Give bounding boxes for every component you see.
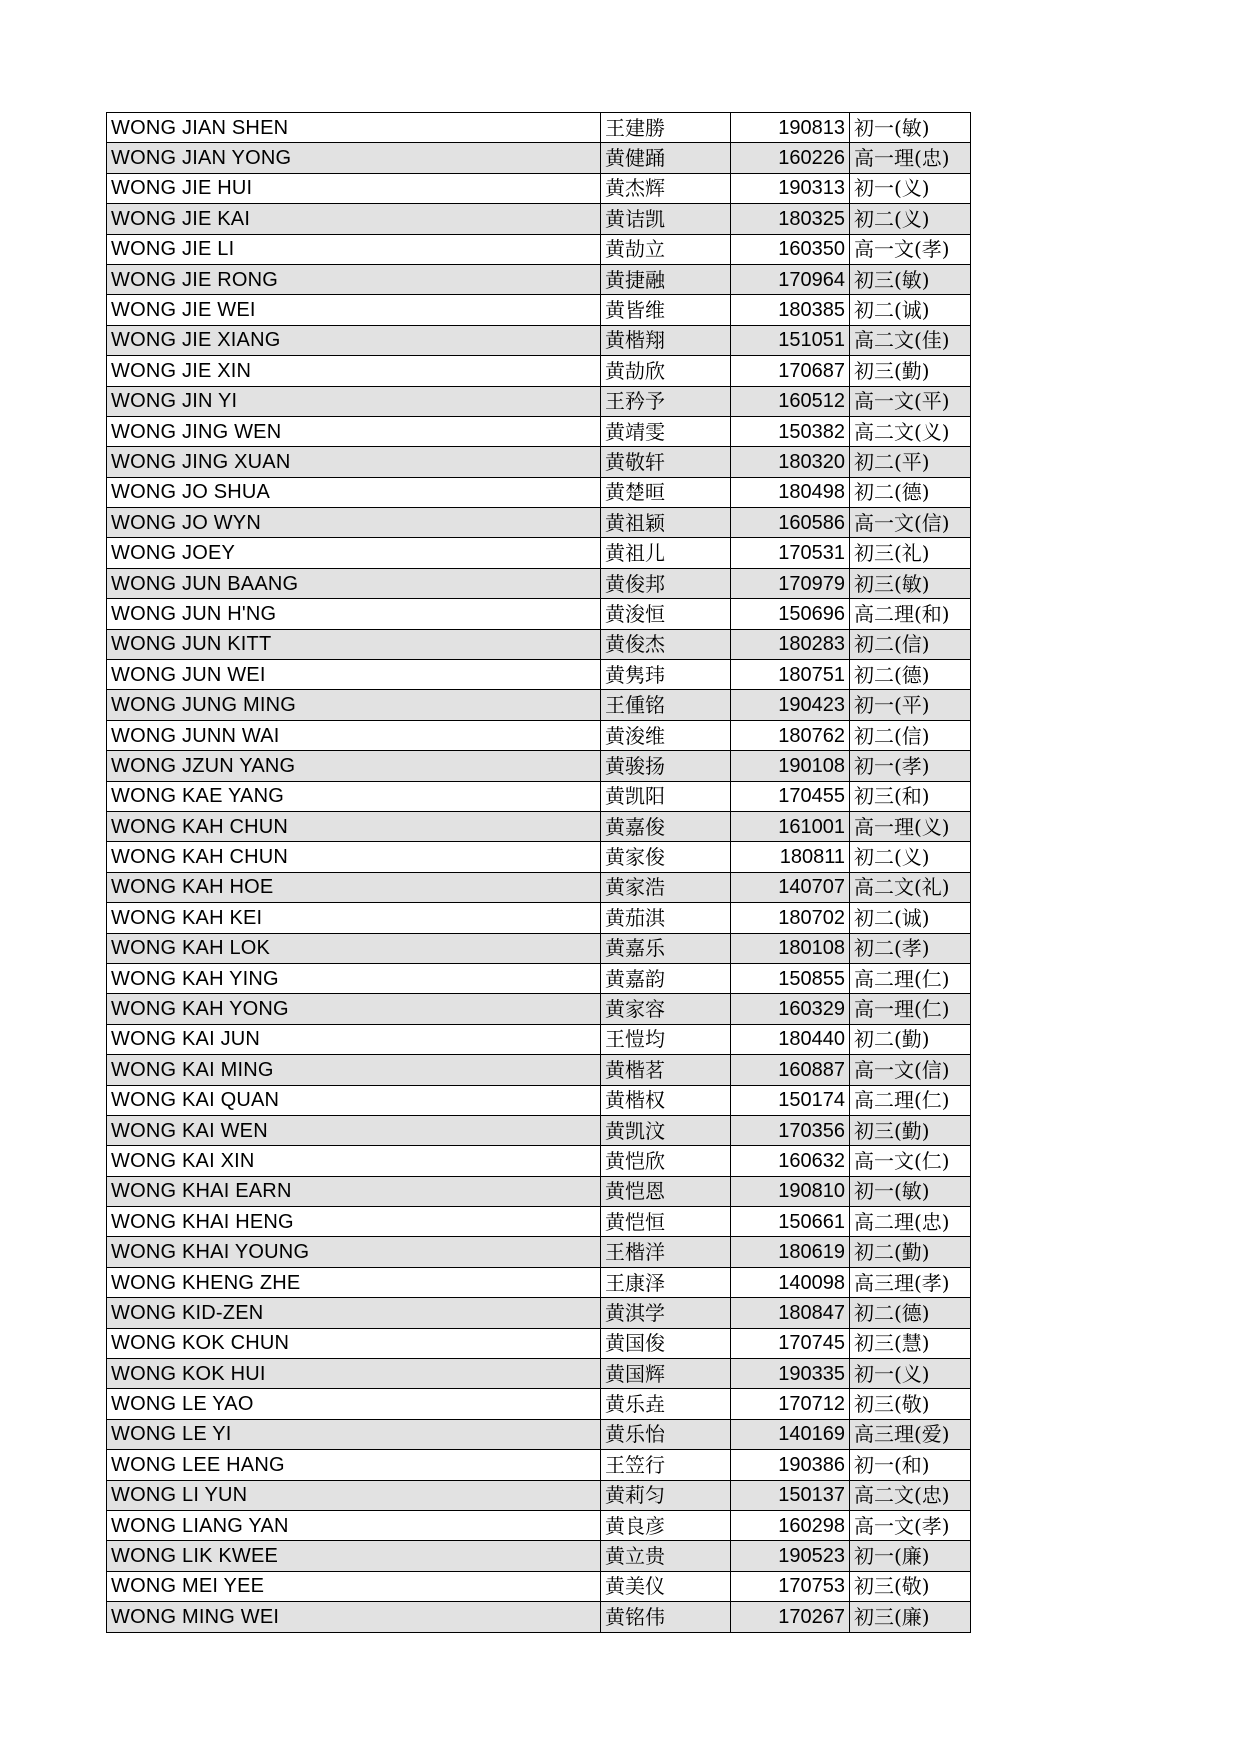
- chinese-name-cell: 黄嘉俊: [601, 811, 731, 841]
- table-row: [107, 1267, 971, 1297]
- roster-body: [107, 113, 971, 1633]
- table-row: [107, 1176, 971, 1206]
- class-cell: 初三(敬): [850, 1389, 971, 1419]
- student-name-cell: WONG JIAN YONG: [107, 143, 601, 173]
- chinese-name-cell: 黄良彦: [601, 1510, 731, 1540]
- student-name-cell: WONG KAH CHUN: [107, 842, 601, 872]
- student-name-cell: WONG KAI MING: [107, 1055, 601, 1085]
- class-cell: 初二(信): [850, 720, 971, 750]
- table-row: [107, 568, 971, 598]
- class-cell: 初一(敏): [850, 113, 971, 143]
- student-name-cell: WONG JUN WEI: [107, 660, 601, 690]
- student-name-cell: WONG JIE KAI: [107, 204, 601, 234]
- student-id-cell: 151051: [731, 325, 850, 355]
- student-id-cell: 180619: [731, 1237, 850, 1267]
- table-row: [107, 903, 971, 933]
- chinese-name-cell: 黄捷融: [601, 264, 731, 294]
- table-row: [107, 751, 971, 781]
- chinese-name-cell: 黄骏扬: [601, 751, 731, 781]
- class-cell: 初三(敏): [850, 568, 971, 598]
- table-row: [107, 629, 971, 659]
- student-name-cell: WONG LEE HANG: [107, 1450, 601, 1480]
- chinese-name-cell: 黄皆维: [601, 295, 731, 325]
- chinese-name-cell: 黄祖颖: [601, 508, 731, 538]
- student-id-cell: 150137: [731, 1480, 850, 1510]
- chinese-name-cell: 黄祖儿: [601, 538, 731, 568]
- table-row: [107, 933, 971, 963]
- student-roster-table: [106, 112, 971, 1633]
- chinese-name-cell: 黄楷权: [601, 1085, 731, 1115]
- student-id-cell: 190523: [731, 1541, 850, 1571]
- student-id-cell: 170712: [731, 1389, 850, 1419]
- student-id-cell: 190423: [731, 690, 850, 720]
- student-name-cell: WONG KAI JUN: [107, 1024, 601, 1054]
- chinese-name-cell: 黄嘉乐: [601, 933, 731, 963]
- chinese-name-cell: 黄家容: [601, 994, 731, 1024]
- class-cell: 初一(廉): [850, 1541, 971, 1571]
- class-cell: 高一理(仁): [850, 994, 971, 1024]
- class-cell: 初三(勤): [850, 356, 971, 386]
- chinese-name-cell: 黄隽玮: [601, 660, 731, 690]
- class-cell: 初二(德): [850, 477, 971, 507]
- chinese-name-cell: 黄劼欣: [601, 356, 731, 386]
- class-cell: 初二(义): [850, 204, 971, 234]
- table-row: [107, 1480, 971, 1510]
- student-name-cell: WONG KAH KEI: [107, 903, 601, 933]
- class-cell: 初一(敏): [850, 1176, 971, 1206]
- student-name-cell: WONG KAI XIN: [107, 1146, 601, 1176]
- table-row: [107, 994, 971, 1024]
- class-cell: 初二(诚): [850, 903, 971, 933]
- student-id-cell: 180498: [731, 477, 850, 507]
- student-name-cell: WONG JIE XIN: [107, 356, 601, 386]
- class-cell: 初二(勤): [850, 1237, 971, 1267]
- student-id-cell: 160226: [731, 143, 850, 173]
- table-row: [107, 1024, 971, 1054]
- class-cell: 高二文(忠): [850, 1480, 971, 1510]
- table-row: [107, 538, 971, 568]
- chinese-name-cell: 黄凯汶: [601, 1115, 731, 1145]
- class-cell: 初一(孝): [850, 751, 971, 781]
- student-id-cell: 150696: [731, 599, 850, 629]
- chinese-name-cell: 黄莉匀: [601, 1480, 731, 1510]
- student-id-cell: 190108: [731, 751, 850, 781]
- table-row: [107, 1389, 971, 1419]
- table-row: [107, 1146, 971, 1176]
- chinese-name-cell: 黄美仪: [601, 1571, 731, 1601]
- student-id-cell: 180811: [731, 842, 850, 872]
- student-id-cell: 170455: [731, 781, 850, 811]
- class-cell: 高三理(爱): [850, 1419, 971, 1449]
- class-cell: 初三(慧): [850, 1328, 971, 1358]
- chinese-name-cell: 黄乐垚: [601, 1389, 731, 1419]
- student-id-cell: 150855: [731, 963, 850, 993]
- student-name-cell: WONG JIE HUI: [107, 173, 601, 203]
- student-name-cell: WONG KAI QUAN: [107, 1085, 601, 1115]
- class-cell: 初三(廉): [850, 1602, 971, 1632]
- student-id-cell: 170753: [731, 1571, 850, 1601]
- student-name-cell: WONG MING WEI: [107, 1602, 601, 1632]
- student-id-cell: 150382: [731, 416, 850, 446]
- student-name-cell: WONG JUNN WAI: [107, 720, 601, 750]
- class-cell: 高一文(信): [850, 508, 971, 538]
- student-name-cell: WONG KID-ZEN: [107, 1298, 601, 1328]
- chinese-name-cell: 黄俊杰: [601, 629, 731, 659]
- student-id-cell: 140169: [731, 1419, 850, 1449]
- table-row: [107, 811, 971, 841]
- chinese-name-cell: 黄嘉韵: [601, 963, 731, 993]
- student-name-cell: WONG KAE YANG: [107, 781, 601, 811]
- class-cell: 初三(敬): [850, 1571, 971, 1601]
- chinese-name-cell: 黄楷翔: [601, 325, 731, 355]
- chinese-name-cell: 黄楷茗: [601, 1055, 731, 1085]
- student-id-cell: 190386: [731, 1450, 850, 1480]
- student-id-cell: 180762: [731, 720, 850, 750]
- table-row: [107, 234, 971, 264]
- student-id-cell: 180108: [731, 933, 850, 963]
- student-id-cell: 170267: [731, 1602, 850, 1632]
- chinese-name-cell: 黄恺恒: [601, 1207, 731, 1237]
- student-roster-sheet: [106, 112, 970, 1633]
- student-name-cell: WONG KAH HOE: [107, 872, 601, 902]
- table-row: [107, 1419, 971, 1449]
- student-name-cell: WONG KAH CHUN: [107, 811, 601, 841]
- student-name-cell: WONG KHAI HENG: [107, 1207, 601, 1237]
- table-row: [107, 1115, 971, 1145]
- table-row: [107, 264, 971, 294]
- table-row: [107, 1450, 971, 1480]
- chinese-name-cell: 黄靖雯: [601, 416, 731, 446]
- table-row: [107, 842, 971, 872]
- student-name-cell: WONG JING XUAN: [107, 447, 601, 477]
- chinese-name-cell: 王康泽: [601, 1267, 731, 1297]
- student-id-cell: 160329: [731, 994, 850, 1024]
- chinese-name-cell: 王楷洋: [601, 1237, 731, 1267]
- chinese-name-cell: 黄家浩: [601, 872, 731, 902]
- student-id-cell: 180325: [731, 204, 850, 234]
- chinese-name-cell: 黄俊邦: [601, 568, 731, 598]
- student-name-cell: WONG JIE WEI: [107, 295, 601, 325]
- class-cell: 高三理(孝): [850, 1267, 971, 1297]
- table-row: [107, 599, 971, 629]
- table-row: [107, 508, 971, 538]
- student-id-cell: 190810: [731, 1176, 850, 1206]
- class-cell: 高二理(仁): [850, 963, 971, 993]
- chinese-name-cell: 黄淇学: [601, 1298, 731, 1328]
- table-row: [107, 477, 971, 507]
- table-row: [107, 143, 971, 173]
- table-row: [107, 720, 971, 750]
- class-cell: 初二(义): [850, 842, 971, 872]
- table-row: [107, 1298, 971, 1328]
- class-cell: 初三(和): [850, 781, 971, 811]
- class-cell: 初一(平): [850, 690, 971, 720]
- chinese-name-cell: 王矜予: [601, 386, 731, 416]
- chinese-name-cell: 黄浚恒: [601, 599, 731, 629]
- student-id-cell: 160887: [731, 1055, 850, 1085]
- class-cell: 高二理(仁): [850, 1085, 971, 1115]
- student-name-cell: WONG JUN H'NG: [107, 599, 601, 629]
- chinese-name-cell: 黄乐怡: [601, 1419, 731, 1449]
- student-name-cell: WONG KHAI YOUNG: [107, 1237, 601, 1267]
- table-row: [107, 1085, 971, 1115]
- table-row: [107, 1328, 971, 1358]
- table-row: [107, 1207, 971, 1237]
- class-cell: 初二(信): [850, 629, 971, 659]
- student-name-cell: WONG JOEY: [107, 538, 601, 568]
- student-name-cell: WONG JIN YI: [107, 386, 601, 416]
- student-id-cell: 170745: [731, 1328, 850, 1358]
- chinese-name-cell: 黄立贵: [601, 1541, 731, 1571]
- class-cell: 高一理(忠): [850, 143, 971, 173]
- chinese-name-cell: 黄楚晅: [601, 477, 731, 507]
- student-id-cell: 180385: [731, 295, 850, 325]
- class-cell: 初三(敏): [850, 264, 971, 294]
- class-cell: 高二理(和): [850, 599, 971, 629]
- chinese-name-cell: 黄劼立: [601, 234, 731, 264]
- table-row: [107, 386, 971, 416]
- table-row: [107, 1602, 971, 1632]
- table-row: [107, 872, 971, 902]
- class-cell: 高一文(信): [850, 1055, 971, 1085]
- student-id-cell: 170687: [731, 356, 850, 386]
- class-cell: 高一文(孝): [850, 1510, 971, 1540]
- student-id-cell: 150174: [731, 1085, 850, 1115]
- table-row: [107, 1571, 971, 1601]
- class-cell: 高二文(义): [850, 416, 971, 446]
- table-row: [107, 1510, 971, 1540]
- class-cell: 初一(义): [850, 173, 971, 203]
- class-cell: 初二(孝): [850, 933, 971, 963]
- class-cell: 高二文(礼): [850, 872, 971, 902]
- student-id-cell: 161001: [731, 811, 850, 841]
- student-name-cell: WONG MEI YEE: [107, 1571, 601, 1601]
- student-name-cell: WONG LIANG YAN: [107, 1510, 601, 1540]
- student-id-cell: 140707: [731, 872, 850, 902]
- table-row: [107, 295, 971, 325]
- student-id-cell: 170964: [731, 264, 850, 294]
- student-name-cell: WONG LE YAO: [107, 1389, 601, 1419]
- table-row: [107, 113, 971, 143]
- student-name-cell: WONG JIE LI: [107, 234, 601, 264]
- chinese-name-cell: 黄恺恩: [601, 1176, 731, 1206]
- student-name-cell: WONG JO SHUA: [107, 477, 601, 507]
- student-name-cell: WONG JUN BAANG: [107, 568, 601, 598]
- class-cell: 初一(义): [850, 1359, 971, 1389]
- student-name-cell: WONG KOK CHUN: [107, 1328, 601, 1358]
- student-id-cell: 150661: [731, 1207, 850, 1237]
- chinese-name-cell: 黄凯阳: [601, 781, 731, 811]
- student-name-cell: WONG JIE XIANG: [107, 325, 601, 355]
- chinese-name-cell: 王建勝: [601, 113, 731, 143]
- class-cell: 高二理(忠): [850, 1207, 971, 1237]
- student-id-cell: 170356: [731, 1115, 850, 1145]
- student-id-cell: 180702: [731, 903, 850, 933]
- student-name-cell: WONG KAH YING: [107, 963, 601, 993]
- student-name-cell: WONG JO WYN: [107, 508, 601, 538]
- table-row: [107, 1237, 971, 1267]
- class-cell: 初二(勤): [850, 1024, 971, 1054]
- class-cell: 高一理(义): [850, 811, 971, 841]
- student-id-cell: 190313: [731, 173, 850, 203]
- student-id-cell: 180751: [731, 660, 850, 690]
- student-name-cell: WONG JUN KITT: [107, 629, 601, 659]
- student-id-cell: 160350: [731, 234, 850, 264]
- student-id-cell: 160632: [731, 1146, 850, 1176]
- student-name-cell: WONG LE YI: [107, 1419, 601, 1449]
- chinese-name-cell: 黄恺欣: [601, 1146, 731, 1176]
- student-name-cell: WONG KHAI EARN: [107, 1176, 601, 1206]
- student-id-cell: 170531: [731, 538, 850, 568]
- student-id-cell: 180847: [731, 1298, 850, 1328]
- student-id-cell: 190335: [731, 1359, 850, 1389]
- student-name-cell: WONG LIK KWEE: [107, 1541, 601, 1571]
- table-row: [107, 690, 971, 720]
- student-id-cell: 180440: [731, 1024, 850, 1054]
- chinese-name-cell: 黄浚维: [601, 720, 731, 750]
- class-cell: 初三(礼): [850, 538, 971, 568]
- chinese-name-cell: 黄国俊: [601, 1328, 731, 1358]
- student-id-cell: 160512: [731, 386, 850, 416]
- chinese-name-cell: 王愷均: [601, 1024, 731, 1054]
- table-row: [107, 447, 971, 477]
- table-row: [107, 416, 971, 446]
- chinese-name-cell: 王偅铭: [601, 690, 731, 720]
- student-id-cell: 170979: [731, 568, 850, 598]
- class-cell: 初二(德): [850, 660, 971, 690]
- student-name-cell: WONG KAH LOK: [107, 933, 601, 963]
- table-row: [107, 1055, 971, 1085]
- table-row: [107, 963, 971, 993]
- student-name-cell: WONG JIE RONG: [107, 264, 601, 294]
- chinese-name-cell: 黄敬轩: [601, 447, 731, 477]
- class-cell: 高一文(仁): [850, 1146, 971, 1176]
- student-name-cell: WONG LI YUN: [107, 1480, 601, 1510]
- table-row: [107, 356, 971, 386]
- table-row: [107, 204, 971, 234]
- chinese-name-cell: 黄家俊: [601, 842, 731, 872]
- class-cell: 初三(勤): [850, 1115, 971, 1145]
- student-id-cell: 180283: [731, 629, 850, 659]
- class-cell: 高二文(佳): [850, 325, 971, 355]
- student-name-cell: WONG KAI WEN: [107, 1115, 601, 1145]
- student-id-cell: 160298: [731, 1510, 850, 1540]
- student-name-cell: WONG JUNG MING: [107, 690, 601, 720]
- class-cell: 初二(平): [850, 447, 971, 477]
- student-name-cell: WONG KAH YONG: [107, 994, 601, 1024]
- student-name-cell: WONG KHENG ZHE: [107, 1267, 601, 1297]
- class-cell: 初二(德): [850, 1298, 971, 1328]
- student-name-cell: WONG JIAN SHEN: [107, 113, 601, 143]
- student-id-cell: 160586: [731, 508, 850, 538]
- table-row: [107, 660, 971, 690]
- student-id-cell: 180320: [731, 447, 850, 477]
- student-name-cell: WONG JZUN YANG: [107, 751, 601, 781]
- table-row: [107, 173, 971, 203]
- table-row: [107, 1541, 971, 1571]
- chinese-name-cell: 黄杰辉: [601, 173, 731, 203]
- student-id-cell: 190813: [731, 113, 850, 143]
- student-name-cell: WONG KOK HUI: [107, 1359, 601, 1389]
- student-id-cell: 140098: [731, 1267, 850, 1297]
- class-cell: 高一文(平): [850, 386, 971, 416]
- class-cell: 初一(和): [850, 1450, 971, 1480]
- chinese-name-cell: 王笠行: [601, 1450, 731, 1480]
- class-cell: 高一文(孝): [850, 234, 971, 264]
- table-row: [107, 325, 971, 355]
- student-name-cell: WONG JING WEN: [107, 416, 601, 446]
- chinese-name-cell: 黄诘凯: [601, 204, 731, 234]
- table-row: [107, 1359, 971, 1389]
- chinese-name-cell: 黄铭伟: [601, 1602, 731, 1632]
- class-cell: 初二(诚): [850, 295, 971, 325]
- chinese-name-cell: 黄健踊: [601, 143, 731, 173]
- table-row: [107, 781, 971, 811]
- chinese-name-cell: 黄国辉: [601, 1359, 731, 1389]
- chinese-name-cell: 黄茄淇: [601, 903, 731, 933]
